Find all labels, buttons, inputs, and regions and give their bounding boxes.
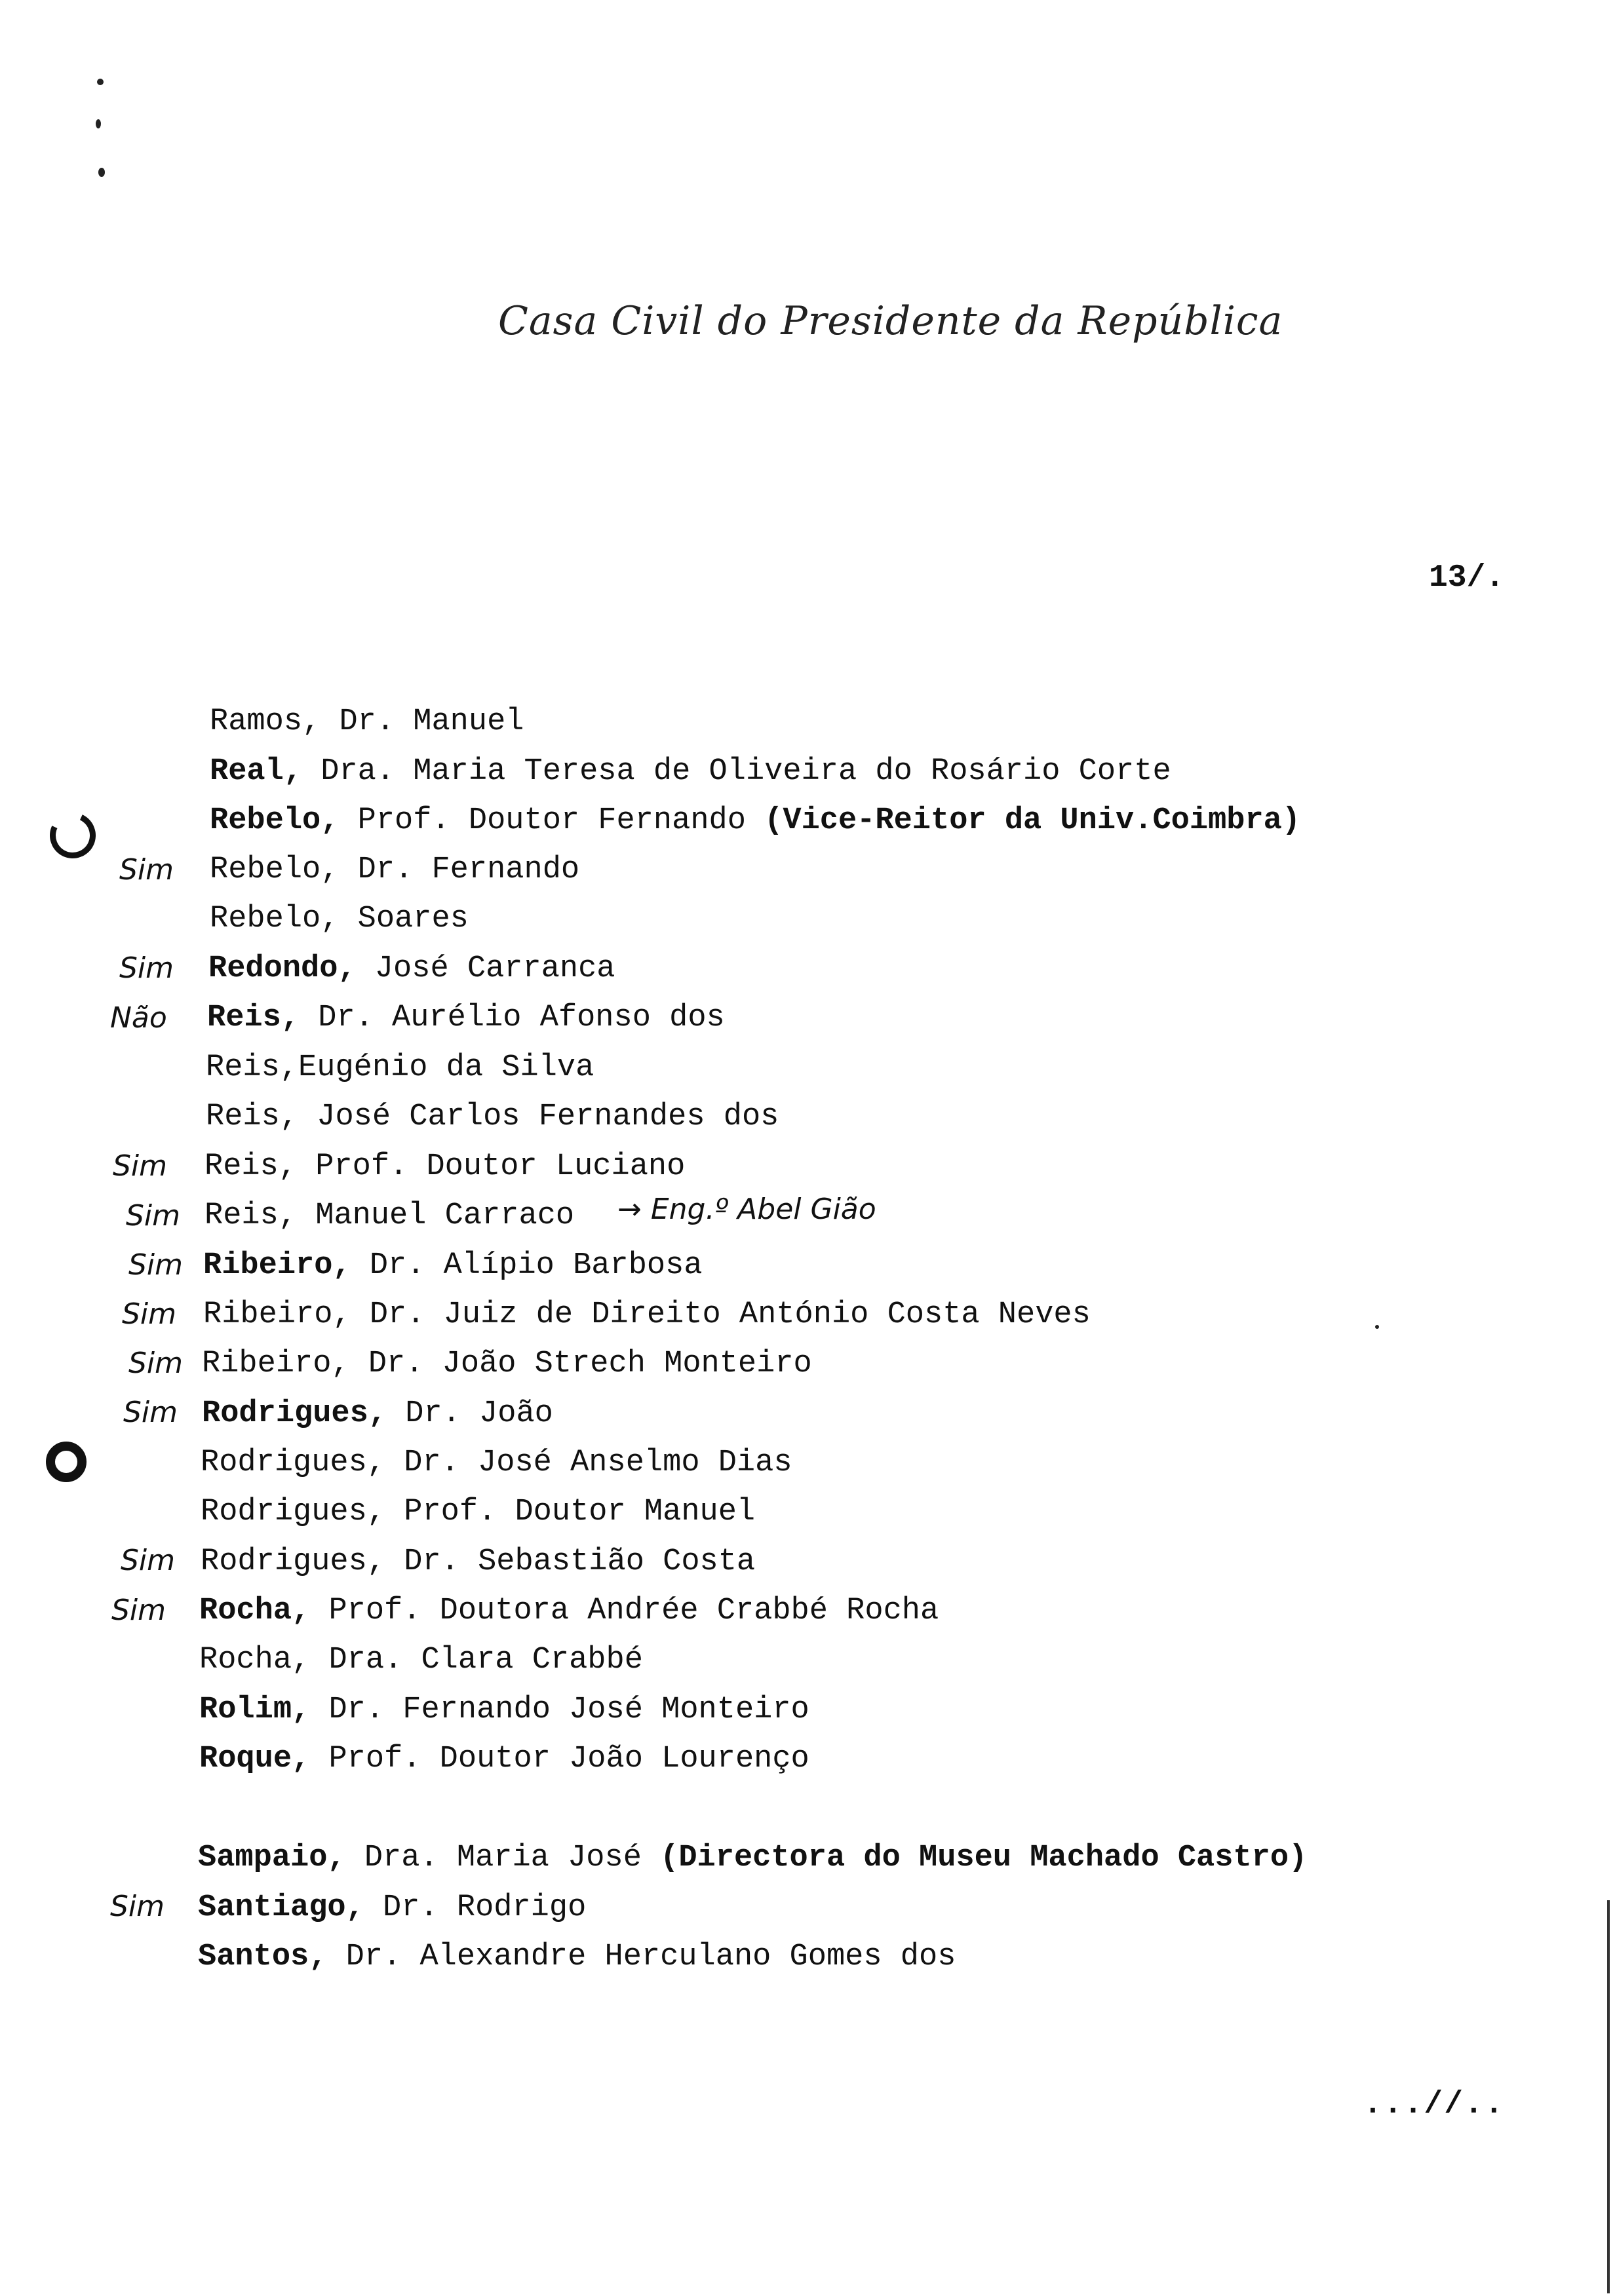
- handwritten-mark: Sim: [113, 1149, 168, 1183]
- handwritten-annotation: → Eng.º Abel Gião: [617, 1193, 876, 1226]
- entry-details: Dra. Maria José: [345, 1841, 661, 1875]
- handwritten-mark: Sim: [122, 1297, 177, 1331]
- entry-surname: Rodrigues,: [201, 1445, 386, 1480]
- list-item: [201, 1487, 755, 1537]
- entry-surname: Reis,: [204, 1149, 298, 1184]
- letterhead: Casa Civil do Presidente da República: [498, 298, 1283, 344]
- entry-details: Prof. Doutora Andrée Crabbé Rocha: [310, 1594, 939, 1628]
- scan-speck: [98, 168, 105, 177]
- entry-surname: Sampaio,: [198, 1841, 346, 1875]
- handwritten-mark: Sim: [110, 1890, 165, 1923]
- entry-surname: Rodrigues,: [201, 1544, 386, 1579]
- list-item: [198, 1932, 956, 1982]
- handwritten-mark: Sim: [119, 853, 174, 887]
- scan-speck: [1375, 1325, 1379, 1329]
- entry-surname: Rocha,: [199, 1594, 311, 1628]
- entry-surname: Reis,: [204, 1198, 298, 1233]
- margin-circle-mark: [46, 1442, 87, 1482]
- entry-surname: Ribeiro,: [202, 1347, 350, 1381]
- entry-surname: Rolim,: [199, 1693, 311, 1727]
- list-item: [210, 697, 524, 747]
- entry-details: Dra. Maria Teresa de Oliveira do Rosário Corte: [302, 754, 1171, 789]
- entry-details: Dr. Fernando: [339, 852, 580, 887]
- entry-surname: Rebelo,: [210, 902, 340, 936]
- entry-surname: Santiago,: [198, 1890, 364, 1925]
- entry-surname: Rebelo,: [210, 803, 340, 838]
- list-item: [201, 1438, 792, 1488]
- entry-details: Eugénio da Silva: [298, 1050, 594, 1085]
- entry-surname: Real,: [210, 754, 303, 789]
- entry-surname: Reis,: [206, 1050, 299, 1085]
- continuation-mark: ...//..: [1363, 2087, 1505, 2122]
- handwritten-mark: Sim: [119, 951, 174, 985]
- list-item: [199, 1734, 809, 1784]
- entry-details: Dr. João: [387, 1396, 553, 1431]
- list-item: [202, 1389, 553, 1439]
- entry-details: Prof. Doutor Manuel: [385, 1495, 756, 1529]
- handwritten-mark: Sim: [121, 1544, 176, 1577]
- list-item: [199, 1586, 939, 1636]
- entry-details: Soares: [339, 902, 469, 936]
- list-item: [198, 1833, 1307, 1883]
- entry-surname: Rodrigues,: [201, 1495, 386, 1529]
- list-item: [210, 894, 469, 944]
- entry-surname: Reis,: [207, 1001, 300, 1035]
- entry-details: José Carlos Fernandes dos: [298, 1100, 779, 1134]
- list-item: [206, 1043, 594, 1093]
- entry-surname: Santos,: [198, 1940, 328, 1974]
- entry-details: Dr. João Strech Monteiro: [349, 1347, 812, 1381]
- entry-details: Manuel Carraco: [297, 1198, 575, 1233]
- list-item: [210, 845, 579, 895]
- list-item: [201, 1537, 755, 1587]
- entry-details: Dr. José Anselmo Dias: [385, 1445, 792, 1480]
- list-item: [198, 1883, 586, 1933]
- list-item: [206, 1092, 779, 1142]
- entry-details: Dr. Rodrigo: [364, 1890, 587, 1925]
- list-item: [203, 1290, 1091, 1340]
- list-item: [207, 993, 725, 1043]
- scan-edge: [1607, 1900, 1610, 2293]
- entry-details: Prof. Doutor Luciano: [297, 1149, 686, 1184]
- list-item: [204, 1142, 685, 1192]
- scan-speck: [96, 119, 101, 128]
- handwritten-mark: Sim: [128, 1248, 184, 1282]
- entry-surname: Rocha,: [199, 1643, 311, 1677]
- entry-details: Dr. Sebastião Costa: [385, 1544, 756, 1579]
- entry-surname: Ribeiro,: [203, 1248, 351, 1283]
- entry-details: Dr. Alexandre Herculano Gomes dos: [327, 1940, 956, 1974]
- entry-details: Dr. Juiz de Direito António Costa Neves: [351, 1297, 1091, 1332]
- entry-surname: Reis,: [206, 1100, 299, 1134]
- list-item: [202, 1339, 812, 1389]
- entry-surname: Rodrigues,: [202, 1396, 387, 1431]
- handwritten-mark: Sim: [111, 1594, 166, 1627]
- entry-details: Dr. Alípio Barbosa: [351, 1248, 703, 1283]
- list-item: [208, 944, 615, 994]
- handwritten-mark: Sim: [123, 1396, 178, 1429]
- page-number: 13/.: [1429, 560, 1505, 596]
- entry-surname: Redondo,: [208, 951, 357, 986]
- handwritten-mark: Sim: [128, 1347, 184, 1380]
- handwritten-mark: Não: [110, 1001, 167, 1035]
- entry-note: (Directora do Museu Machado Castro): [660, 1841, 1308, 1875]
- scan-speck: [97, 79, 104, 85]
- list-item: [199, 1636, 643, 1685]
- list-item: [204, 1191, 574, 1241]
- entry-note: (Vice-Reitor da Univ.Coimbra): [764, 803, 1301, 838]
- entry-surname: Rebelo,: [210, 852, 340, 887]
- entry-details: Prof. Doutor Fernando: [339, 803, 765, 838]
- list-item: [210, 747, 1171, 797]
- entry-details: Prof. Doutor João Lourenço: [310, 1742, 809, 1776]
- entry-surname: Ribeiro,: [203, 1297, 351, 1332]
- list-item: [203, 1241, 703, 1291]
- entry-details: Dr. Fernando José Monteiro: [310, 1693, 809, 1727]
- list-item: [210, 796, 1300, 846]
- entry-details: José Carranca: [356, 951, 615, 986]
- entry-surname: Roque,: [199, 1742, 311, 1776]
- entry-details: Dr. Aurélio Afonso dos: [300, 1001, 725, 1035]
- handwritten-mark: Sim: [126, 1199, 181, 1233]
- entry-surname: Ramos,: [210, 704, 321, 739]
- entry-details: Dr. Manuel: [321, 704, 524, 739]
- list-item: [199, 1685, 809, 1735]
- entry-details: Dra. Clara Crabbé: [310, 1643, 643, 1677]
